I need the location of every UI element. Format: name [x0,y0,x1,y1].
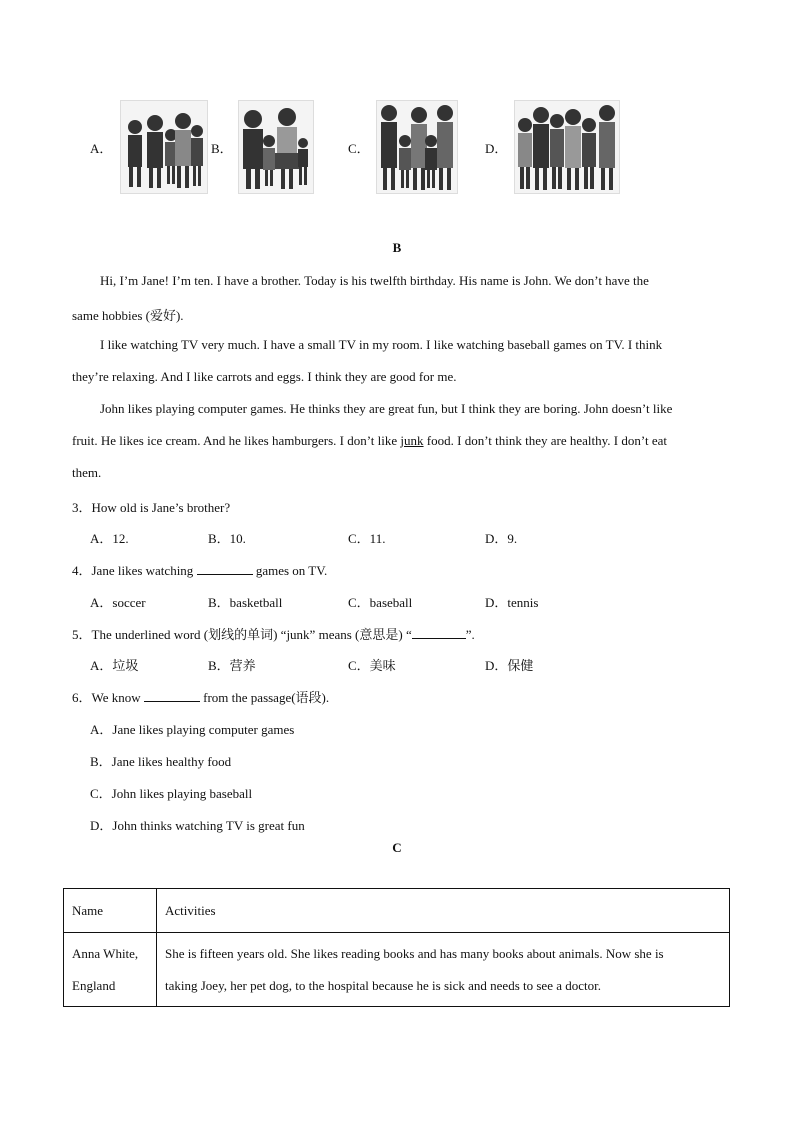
activity-line: taking Joey, her pet dog, to the hospital because he is sick and needs to see a doctor. [165,977,601,993]
question-stem: 3．How old is Jane’s brother? [72,500,231,515]
option-d[interactable]: D．9. [485,531,518,546]
passage-b-line: them. [72,465,102,480]
activities-table [63,888,730,1007]
passage-b-line: same hobbies (爱好). [72,308,184,323]
option-c[interactable]: C．美味 [348,658,396,673]
option-c-family-picture [376,100,458,194]
option-d-family-picture [514,100,620,194]
passage-b-line: John likes playing computer games. He thinks they are great fun, but I think they are boring. John doesn’t like [100,401,673,416]
activity-line: She is fifteen years old. She likes reading books and has many books about animals. Now she is [165,945,664,961]
passage-b-line-with-underline [72,433,667,449]
stem-text: from the passage(语段). [199,690,330,705]
option-a-family-picture [120,100,208,194]
option-d[interactable]: D．保健 [485,658,534,673]
option-b[interactable]: B．营养 [208,658,256,673]
question-stem [72,624,475,643]
option-a[interactable]: A．soccer [90,595,146,610]
name-line: England [72,977,116,993]
table-row [64,933,730,1007]
text-fragment: fruit. He likes ice cream. And he likes hamburgers. I don’t like [72,433,401,448]
stem-text: 5．The underlined word (划线的单词) “junk” means (意思是) “ [72,627,412,642]
table-header-row [64,889,730,933]
text-fragment: food. I don’t think they are healthy. I don’t eat [423,433,667,448]
cell-activities [157,933,730,1007]
answer-blank[interactable] [197,562,253,575]
passage-b-line: I like watching TV very much. I have a small TV in my room. I like watching baseball games on TV. I think [100,337,663,352]
answer-blank[interactable] [412,626,466,639]
option-b-family-picture [238,100,314,194]
option-c[interactable]: C．baseball [348,595,413,610]
stem-text: games on TV. [252,563,328,578]
option-b[interactable]: B．Jane likes healthy food [90,754,232,769]
option-d-label: D． [485,141,508,156]
family-illustration-c [377,101,457,193]
passage-b-line: Hi, I’m Jane! I’m ten. I have a brother. Today is his twelfth birthday. His name is John. We don’t have the [100,273,649,288]
option-c[interactable]: C．John likes playing baseball [90,786,253,801]
passage-b-line: they’re relaxing. And I like carrots and eggs. I think they are good for me. [72,369,457,384]
name-line: Anna White, [72,945,139,961]
family-illustration-b [239,101,313,193]
option-a[interactable]: A．12. [90,531,129,546]
question-stem [72,560,327,579]
option-a[interactable]: A．垃圾 [90,658,139,673]
cell-name [64,933,157,1007]
option-d[interactable]: D．tennis [485,595,539,610]
family-illustration-d [515,101,619,193]
section-b-heading: B [392,240,402,255]
header-cell-activities: Activities [157,889,730,933]
option-b[interactable]: B．basketball [208,595,283,610]
stem-text: ”. [465,627,475,642]
answer-blank[interactable] [144,689,200,702]
option-b[interactable]: B．10. [208,531,246,546]
family-illustration-a [121,101,207,193]
header-cell-name: Name [64,889,157,933]
stem-text: 6．We know [72,690,144,705]
section-c-heading: C [392,840,402,855]
option-c[interactable]: C．11. [348,531,386,546]
option-a-label: A． [90,141,113,156]
option-b-label: B． [211,141,233,156]
option-d[interactable]: D．John thinks watching TV is great fun [90,818,305,833]
option-a[interactable]: A．Jane likes playing computer games [90,722,295,737]
underlined-word-junk: junk [400,433,424,448]
option-c-label: C． [348,141,370,156]
stem-text: 4．Jane likes watching [72,563,197,578]
question-stem [72,687,329,706]
